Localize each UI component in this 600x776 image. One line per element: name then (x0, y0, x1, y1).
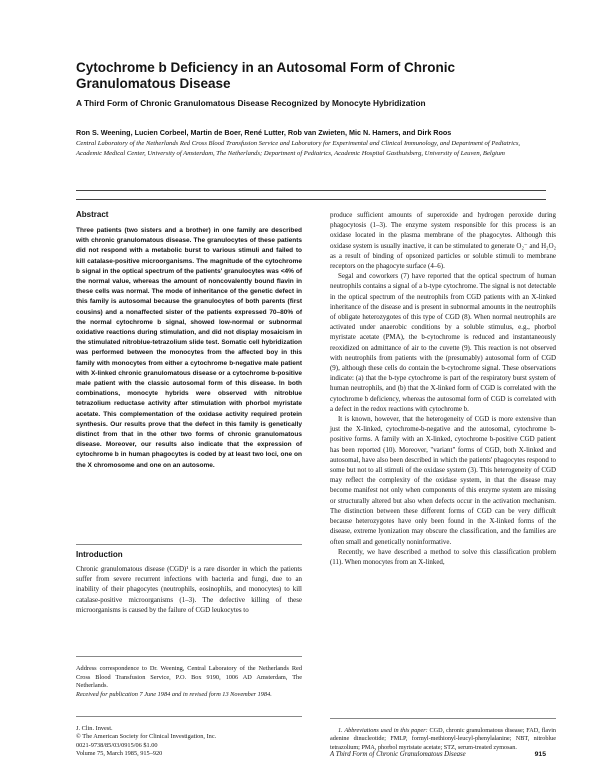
introduction-heading: Introduction (76, 544, 302, 560)
body-paragraph: Recently, we have described a method to solve this classification problem (11). When monocytes from an X-linked, (330, 547, 556, 566)
journal-volume: Volume 75, March 1985, 915–920 (76, 750, 163, 758)
correspondence-note (76, 656, 302, 699)
correspondence-address: Address correspondence to Dr. Weening, Central Laboratory of the Netherlands Red Cross Blood Transfusion Service, P.O. Box 9190, 1006 AD Amsterdam, The Netherlands. (76, 665, 302, 690)
header-rule-top (76, 190, 546, 191)
body-paragraph: produce sufficient amounts of superoxide and hydrogen peroxide during phagocytosis (1–3). The enzyme system responsible for this process is an oxidase located in the plasma membrane of the phagocytes. Although this oxidase system is usually inactive, it can be stimulated to generate O₂⁻ and H₂O₂ as a result of binding of opsonized particles or soluble stimuli to membrane receptors on the phagocyte surface (4–6). (330, 211, 556, 271)
header-rule-bottom (76, 199, 546, 200)
introduction-text: Chronic granulomatous disease (CGD)¹ is a rare disorder in which the patients suffer from severe recurrent infections with bacteria and fungi, due to an inability of their phagocytes (neutrophils, eosinophils, and monocytes) to kill catalase-positive microorganisms (1–3). The defective killing of these microorganisms is caused by the failure of CGD leukocytes to (76, 565, 302, 614)
journal-name: J. Clin. Invest. (76, 725, 113, 732)
footnote-label: 1. Abbreviations used in this paper: (338, 727, 428, 734)
article-title: Cytochrome b Deficiency in an Autosomal Form of Chronic Granulomatous Disease (76, 60, 456, 91)
left-column (76, 210, 302, 758)
body-paragraph: Segal and coworkers (7) have reported that the optical spectrum of human neutrophils contains a signal of a b-type cytochrome. The signal is not detectable in the optical spectrum of the neutrophils from CGD patients with an X-linked inheritance of the disease and is present in subnormal amounts in the neutrophils of obligate heterozygotes of this type of CGD (8). When normal neutrophils are activated under anaerobic conditions by a soluble stimulus, e.g., phorbol myristate acetate (PMA), the b-cytochrome is reduced and instantaneously reoxidized on admittance of air to the cuvette (9). This reaction is not observed with neutrophils from patients with the (presumably) autosomal form of CGD (9), although these cells do contain the b-cytochrome signal. These observations indicate: (a) that the b-type cytochrome is part of the respiratory burst system of human neutrophils, and (b) that the X-linked form of CGD is correlated with the cytochrome b deficiency, whereas the autosomal form of CGD is correlated with a defect in the redox reactions with cytochrome b. (330, 272, 556, 413)
body-paragraph: It is known, however, that the heterogeneity of CGD is more extensive than just the X-linked, cytochrome-b-negative and the autosomal, cytochrome b-positive forms. A family with an X-linked, cytochrome b-positive CGD patient has been reported (10). Moreover, "variant" forms of CGD, both X-linked and autosomal, have also been described in which the patients' phagocytes respond to some but not to all stimuli of the oxidase system (3). This heterogeneity of CGD may reflect the complexity of the oxidase system, in that the disease may become manifest not only when components of this enzyme system are missing or structurally altered but also when defects occur in the activation mechanism. The distinction between these different forms of CGD can be very difficult because heterozygotes have only been found in the X-linked forms of the disease, extreme lyonization may obscure the classification, and the families are often small and genetically noninformative. (330, 415, 556, 546)
footnote-text: CGD, chronic granulomatous disease; FAD, flavin adenine dinucleotide; FMLP, formyl-methionyl-leucyl-phenylalanine; NBT, nitroblue tetrazolium; PMA, phorbol myristate acetate; STZ, serum-treated zymosan. (330, 727, 557, 751)
journal-info (76, 716, 302, 759)
author-list: Ron S. Weening, Lucien Corbeel, Martin de Boer, René Lutter, Rob van Zwieten, Mic N. Hamers, and Dirk Roos (76, 128, 452, 137)
abbreviations-footnote (330, 718, 556, 752)
journal-code: 0021-9738/85/03/0915/06 $1.00 (76, 741, 158, 749)
author-affiliations: Central Laboratory of the Netherlands Red Cross Blood Transfusion Service and Laboratory for Experimental and Clinical Immunology, and Department of Pediatrics, Academic Medical Center, University of Amsterdam, The Netherlands; Department of Pediatrics, Academic Hospital Gasthuisberg, University of Leuven, Belgium (76, 140, 521, 157)
article-subtitle: A Third Form of Chronic Granulomatous Disease Recognized by Monocyte Hybridization (76, 98, 426, 108)
running-title: A Third Form of Chronic Granulomatous Disease (330, 751, 466, 758)
page-number: 915 (534, 751, 546, 758)
journal-copyright: © The American Society for Clinical Investigation, Inc. (76, 733, 217, 741)
abstract-heading: Abstract (76, 210, 109, 219)
received-dates: Received for publication 7 June 1984 and in revised form 13 November 1984. (76, 690, 272, 698)
abstract-text: Three patients (two sisters and a brother) in one family are described with chronic granulomatous disease. The granulocytes of these patients did not respond with a metabolic burst to various stimuli and failed to kill catalase-positive microorganisms. The magnitude of the cytochrome b signal in the optical spectrum of the patients' granulocytes was <4% of the normal value, whereas the amount of noncovalently bound flavin in these cells was normal. The mode of inheritance of the genetic defect in this family is autosomal because the granulocytes of both parents (first cousins) and a nonaffected sister of the patients expressed 70–80% of the normal cytochrome b signal, showed low-normal or subnormal oxidative reactions during stimulation, and did not display mosaicism in the stimulated nitroblue-tetrazolium slide test. Somatic cell hybridization was performed between the monocytes from the affected boy in this family with monocytes from either a cytochrome b-negative male patient with X-linked chronic granulomatous disease or a cytochrome b-positive male patient with the classic autosomal form of this disease. In both combinations, monocyte hybrids were observed with nitroblue tetrazolium reductase activity after stimulation with phorbol myristate acetate. This complementation of the oxidase activity required protein synthesis. Our results prove that the defect in this family is genetically distinct from that in the other two forms of chronic granulomatous disease. Moreover, our results also indicate that the expression of cytochrome b in human phagocytes is coded by at least two loci, one on the X chromosome and one on an autosome. (76, 227, 302, 469)
right-column (330, 210, 557, 751)
